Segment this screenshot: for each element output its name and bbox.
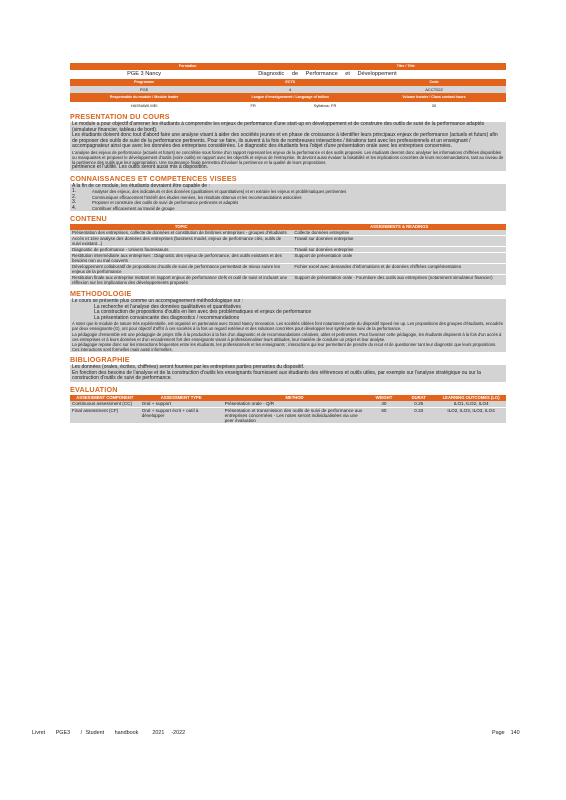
page-label: Page <box>492 730 505 736</box>
section-title-evaluation: EVALUATION <box>70 384 118 394</box>
bibliographie-line: Les données (orales, écrites, chiffrées) seront fournies par les entreprises parties prenantes du dispositif. <box>72 364 305 371</box>
presentation-line: pertinence et l'utilité. Les outils seront aussi mis à disposition. <box>72 164 209 171</box>
footer-word: PGE3 <box>55 730 71 736</box>
header-label-row-3 <box>70 93 506 102</box>
bibliographie-line: En fonction des besoins de l'analyse et de la construction d'outils les enseignants fournissent aux étudiants des références et outils utiles, par exemple sur l'analyse stratégique ou sur la construction d'outils de suivi de performance. <box>72 369 481 382</box>
methodologie-line: A noter que le module de nature très expérientielle, est organisé en partenariat avec Grand Nancy Innovation. Les sociétés ciblées font notamment partie du dispositif Speed me up. Les propositions des groupes d'étudiants, encadrés par deux enseignants-(G), ont pour objectif d'offrir à ces sociétés à la fois un regard extérieur et des solutions concrètes pour développer leur système de suivi de la performance. <box>72 321 503 332</box>
eval-duration-cell: 0.25 <box>401 401 436 407</box>
eval-weight-cell: 40 <box>366 401 401 407</box>
label-responsable: Responsable du module / Module leader <box>109 95 179 99</box>
topic-cell: Restitution intermédiaire aux entreprises : Diagnostic des enjeux de performance, des outils existants et des besoins non ou mal couverts <box>70 253 292 264</box>
eval-header-component: ASSESSMENT COMPONENT <box>70 395 140 402</box>
assignment-cell: Support de présentation orale - Fourniture des outils aux entreprises (notamment simulateur financier) <box>292 275 506 286</box>
header-label-row-2 <box>70 79 506 86</box>
eval-duration-cell: 0.33 <box>401 407 436 424</box>
presentation-line: Le module a pour objectif d'amener les étudiants à comprendre les enjeux de performance d'une start-up en développement et de construire des outils de suivi de la performance adaptés (simulateur financier, tableau de bord). <box>72 121 485 133</box>
header-value-row-2 <box>70 86 506 93</box>
value-langue: FR <box>250 103 256 108</box>
competences-intro: A la fin de ce module, les étudiants devraient être capable de : <box>72 182 210 189</box>
eval-header-outcomes: LEARNING OUTCOMES (LO) <box>436 395 506 402</box>
assignment-cell: Fichier excel avec demandes d'informations et de données chiffrées complémentaires <box>292 264 506 275</box>
header-value-row-1 <box>70 70 506 79</box>
competence-text: Proposer et construire des outils de suivi de performance pertinents et adaptés <box>92 200 239 206</box>
value-ects: 4 <box>289 87 292 92</box>
value-responsable: HASNAWI.MEI <box>130 103 158 108</box>
footer-word: handbook <box>114 730 139 736</box>
eval-outcomes-cell: ILO2, ILO3, ILO3, ILO4 <box>436 407 506 424</box>
table-row <box>70 275 506 286</box>
label-titre: Titre / Title <box>396 64 415 68</box>
competences-text <box>70 184 506 212</box>
footer-page <box>492 730 520 736</box>
presentation-line: Les étudiants doivent donc tout d'abord faire une analyse visant à aider des sociétés jeunes et en phase de croissance à identifier leurs principaux enjeux de performance (actuels et futurs) afin de proposer des outils de suivi de la performance pertinents. Pour se faire, ils suivent à la fois de nombreuses interactions / itérations tant avec les professionnels et un enseignant / accompagnateur ainsi que avec les données des entreprises considérées. Le diagnostic des étudiants fera l'objet d'une présentation orale avec les entreprises concernées. <box>72 132 498 149</box>
eval-header-weight: WEIGHT <box>366 395 401 402</box>
footer-word: 2021 <box>152 730 165 736</box>
label-formation: Formation <box>178 64 197 68</box>
methodologie-line: La pédagogie d'ensemble est une pédagogie de projet. Elle à la production à la fois d'un diagnostic et de recommandations créatives, utiles et pertinentes. Pour favoriser cette pédagogie, les étudiants disposent à la fois d'un accès à ces entreprises et à leurs données et d'un encadrement fort des enseignants visant à professionnaliser leurs attitudes, leur manière de conduire un projet et leur analyse. <box>72 331 502 342</box>
competence-number: 2. <box>72 193 77 200</box>
footer-word: / Student <box>80 730 105 736</box>
value-horaire: 30 <box>431 103 437 108</box>
topic-cell: Présentation des entreprises, collecte de données et constitution de binômes entreprises - groupes d'étudiants <box>70 230 292 236</box>
section-title-presentation: PRESENTATION DU COURS <box>70 112 170 121</box>
contenu-header-topic: TOPIC <box>70 224 292 230</box>
eval-type-cell: Oral + support écrit + outil à développer <box>140 407 223 424</box>
footer-left <box>32 730 185 736</box>
bibliographie-text <box>70 365 506 382</box>
presentation-text <box>70 122 506 171</box>
header-value-row-3 <box>70 102 506 109</box>
competence-number: 4. <box>72 204 77 211</box>
header-label-row-1 <box>70 63 506 70</box>
methodologie-list <box>72 305 504 322</box>
evaluation-header-row <box>70 395 506 402</box>
competence-number: 1. <box>72 188 77 195</box>
value-syllabus <box>288 102 362 109</box>
section-title-methodologie: METHODOLOGIE <box>70 289 132 299</box>
value-programme: PGE <box>139 87 149 92</box>
section-title-bibliographie: BIBLIOGRAPHIE <box>70 355 130 365</box>
label-programme: Programme <box>134 80 155 84</box>
eval-component-cell: Final assessment (CF) <box>70 407 140 424</box>
eval-method-cell: Présentation et transmission des outils de suivi de performance aux entreprises concernées - Les notes seront individualisées via une peer évaluation <box>223 407 367 424</box>
contenu-header-assignments: ASSIGNMENTS & READINGS <box>292 224 506 230</box>
topic-cell: Diagnostic de performance - Univers fournisseurs <box>70 247 292 253</box>
assignment-cell: Travail sur données entreprise <box>292 247 506 253</box>
eval-method-cell: Présentation orale - Q/R <box>223 401 367 407</box>
page-number: 140 <box>510 730 520 736</box>
list-item: La présentation convaincante des diagnostics / recommandations <box>94 314 240 321</box>
footer-word: -2022 <box>171 730 186 736</box>
topic-cell: Accès et 1ère analyse des données des entreprises (business model, enjeux de performance clés, outils de suivi existant...) <box>70 236 292 247</box>
competence-text: Communiquer efficacement l'intérêt des études menées, les résultats obtenus et les recommandations associées <box>92 194 302 200</box>
list-item: La recherche et l'analyse des données qualitatives et quantitatives <box>94 303 241 310</box>
eval-outcomes-cell: ILO1, ILO2, ILO4 <box>436 401 506 407</box>
competence-text: Analyser des enjeux, des indicateurs et des données (qualitatives et quantitatives) et en extraire les enjeux et problématiques pertinentes <box>92 189 347 195</box>
label-syllabus: Syllabus: <box>313 103 330 108</box>
contenu-table <box>70 224 506 286</box>
assignment-cell: Support de présentation orale <box>292 253 506 264</box>
section-title-contenu: CONTENU <box>70 214 107 224</box>
table-row <box>70 253 506 264</box>
eval-header-type: ASSESSMENT TYPE <box>140 395 223 402</box>
presentation-line: L'analyse des enjeux de performance (actuels et futurs) se concrétise sous forme d'un rapport reprenant les enjeux de la performance et des outils proposés. Les étudiants devront donc analyser les informations chiffrées disponibles ou manquantes et proposer le développement d'outils (voire outils) en rapport avec les objectifs et enjeux de l'entreprise. Ils devront aussi évaluer la faisabilité et les implications concrètes de leurs recommandations, tant au niveau de la pertinence des outils que leur appropriation. Une soutenance finale permettra d'évaluer la pertinence et la qualité de leurs propositions. <box>72 149 504 165</box>
table-row <box>70 407 506 424</box>
methodologie-text <box>70 299 506 352</box>
syllabus-page <box>70 63 506 424</box>
list-item: La construction de propositions d'outils en lien avec des problématiques et enjeux de performance <box>94 309 312 316</box>
value-formation: PGE 3 Nancy <box>127 71 162 77</box>
label-langue: Langue d'enseignement / Language of tuition <box>251 95 329 99</box>
topic-cell: Développement collaboratif de propositions d'outils de suivi de performance permettant de mieux suivre les enjeux de la performance <box>70 264 292 275</box>
competence-text: Contribuer efficacement au travail de groupe <box>92 205 175 211</box>
value-titre: Diagnostic de Performance et Développement <box>258 71 397 77</box>
label-ects: ECTS <box>285 80 295 84</box>
competence-item <box>72 206 504 212</box>
evaluation-table <box>70 395 506 424</box>
eval-type-cell: Oral + support <box>140 401 223 407</box>
eval-component-cell: Continuous assessment (CC) <box>70 401 140 407</box>
section-title-competences: CONNAISSANCES ET COMPETENCES VISEES <box>70 173 237 183</box>
table-row <box>70 264 506 275</box>
assignment-cell: Collecte données entreprise <box>292 230 506 236</box>
eval-header-method: METHOD <box>223 395 367 402</box>
topic-cell: Restitution finale aux entreprise mettant en rapport enjeux de performance clefs et outil de suivi et incluant une réflexion sur les implications des développements proposés <box>70 275 292 286</box>
label-horaire: Volume horaire / Class contact hours <box>402 95 466 99</box>
footer-word: Livret <box>32 730 46 736</box>
label-code: Code <box>429 80 439 84</box>
eval-weight-cell: 60 <box>366 407 401 424</box>
methodologie-intro: Le cours se présente plus comme un accompagnement méthodologique sur : <box>72 298 244 305</box>
eval-header-duration: DURAT <box>401 395 436 402</box>
syllabus-language: FR <box>331 103 337 108</box>
assignment-cell: Travail sur données entreprise <box>292 236 506 247</box>
competence-number: 3. <box>72 199 77 206</box>
methodologie-line: La pédagogie repose donc sur les interactions fréquentes entre les étudiants, les professionnels et les enseignants ; interactions qui leur permettent de prendre du recul et de questionner tant leur diagnostic que leurs propositions. Ces interactions sont formelles mais aussi informelles. <box>72 341 497 353</box>
value-code: ACCT022 <box>425 87 443 92</box>
table-row <box>70 236 506 247</box>
